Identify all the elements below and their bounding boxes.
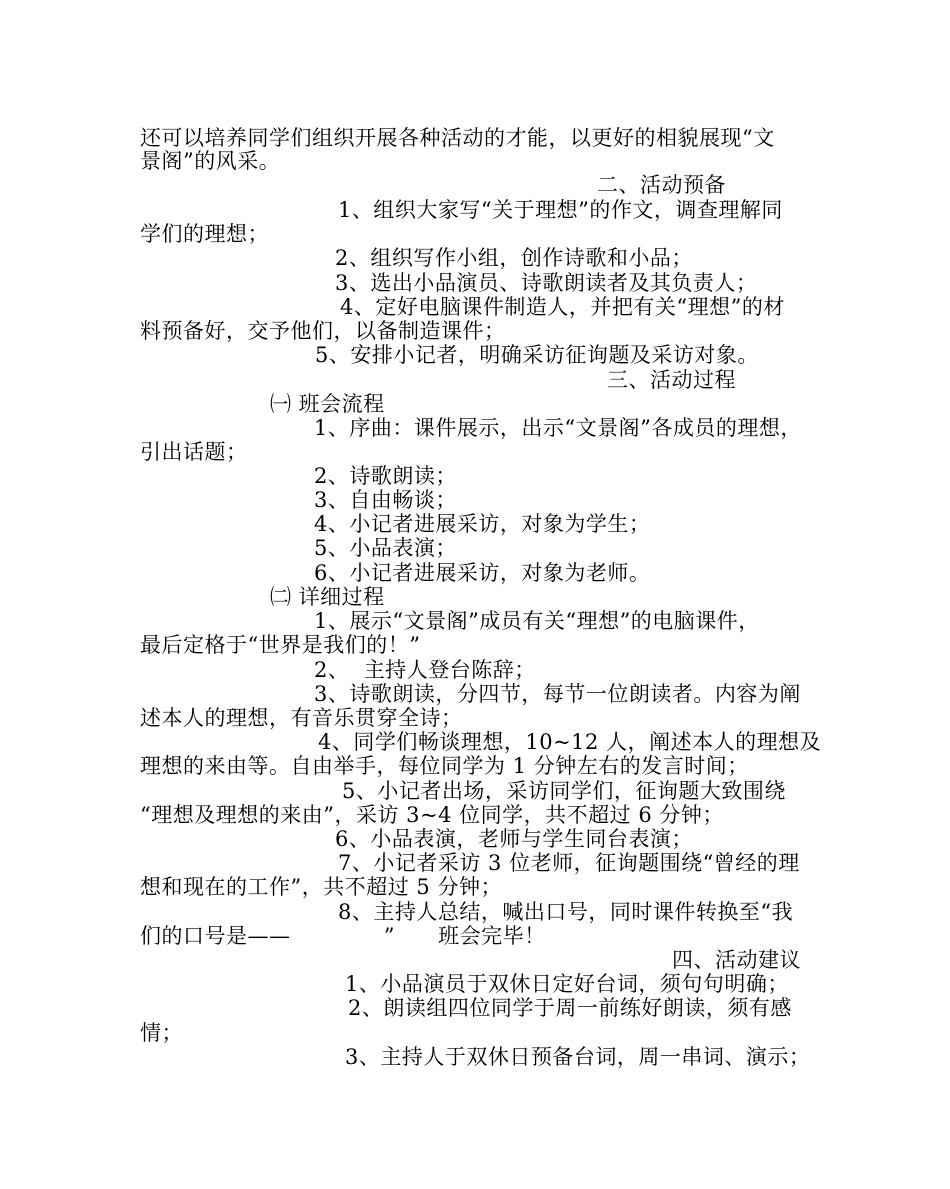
text-line: 学们的理想；: [140, 222, 269, 246]
text-line: 1、小品演员于双休日定好台词，须句句明确；: [345, 972, 789, 996]
text-line: 引出话题；: [140, 440, 248, 464]
text-line: 3、主持人于双休日预备台词，周一串词、演示；: [345, 1045, 811, 1069]
text-line: 3、自由畅谈；: [314, 488, 457, 512]
text-line: 5、安排小记者，明确采访征询题及采访对象。: [315, 343, 759, 367]
text-line: 情；: [140, 1021, 183, 1045]
text-line: “理想及理想的来由”，采访 3~4 位同学，共不超过 6 分钟；: [140, 803, 724, 827]
text-line: 料预备好，交予他们，以备制造课件；: [140, 319, 506, 343]
section-heading: 二、活动预备: [597, 173, 726, 197]
section-heading: 四、活动建议: [672, 948, 801, 972]
text-line: 2、组织写作小组，创作诗歌和小品；: [335, 246, 693, 270]
section-heading: 三、活动过程: [607, 368, 736, 392]
text-line: 2、 主持人登台陈辞；: [314, 658, 536, 682]
text-line: 3、选出小品演员、诗歌朗读者及其负责人；: [335, 271, 758, 295]
text-line: 1、序曲：课件展示，出示“文景阁”各成员的理想，: [314, 416, 802, 440]
text-line: 5、小品表演；: [314, 536, 457, 560]
text-line: 4、小记者进展采访，对象为学生；: [314, 512, 651, 536]
text-line: 3、诗歌朗读，分四节，每节一位朗读者。内容为阐: [314, 682, 801, 706]
text-line: 述本人的理想，有音乐贯穿全诗；: [140, 706, 463, 730]
subsection-heading: ㈠ 班会流程: [270, 392, 385, 416]
text-line: 5、小记者出场，采访同学们，征询题大致围绕: [342, 779, 786, 803]
text-line: 1、展示“文景阁”成员有关“理想”的电脑课件，: [314, 609, 760, 633]
text-line: 1、组织大家写“关于理想”的作文，调查理解同: [338, 198, 783, 222]
text-line: 7、小记者采访 3 位老师，征询题围绕“曾经的理: [338, 851, 800, 875]
text-line: 想和现在的工作”，共不超过 5 分钟；: [140, 875, 502, 899]
text-line: 4、定好电脑课件制造人，并把有关“理想”的材: [340, 295, 785, 319]
text-line: 6、小记者进展采访，对象为老师。: [314, 561, 651, 585]
text-line: 最后定格于“世界是我们的！”: [140, 633, 421, 657]
text-line: 2、诗歌朗读；: [314, 464, 457, 488]
text-line: 还可以培养同学们组织开展各种活动的才能，以更好的相貌展现“文: [140, 126, 775, 150]
text-line: 8、主持人总结，喊出口号，同时课件转换至“我: [338, 900, 794, 924]
text-line: 4、同学们畅谈理想，10~12 人，阐述本人的理想及: [318, 730, 822, 754]
text-line: 6、小品表演，老师与学生同台表演；: [335, 827, 693, 851]
text-line: 景阁”的风采。: [140, 149, 281, 173]
text-line: 们的口号是—— ” 班会完毕！: [140, 924, 546, 948]
text-line: 理想的来由等。自由举手，每位同学为 1 分钟左右的发言时间；: [140, 754, 749, 778]
text-line: 2、朗读组四位同学于周一前练好朗读，须有感: [348, 996, 792, 1020]
subsection-heading: ㈡ 详细过程: [270, 585, 385, 609]
